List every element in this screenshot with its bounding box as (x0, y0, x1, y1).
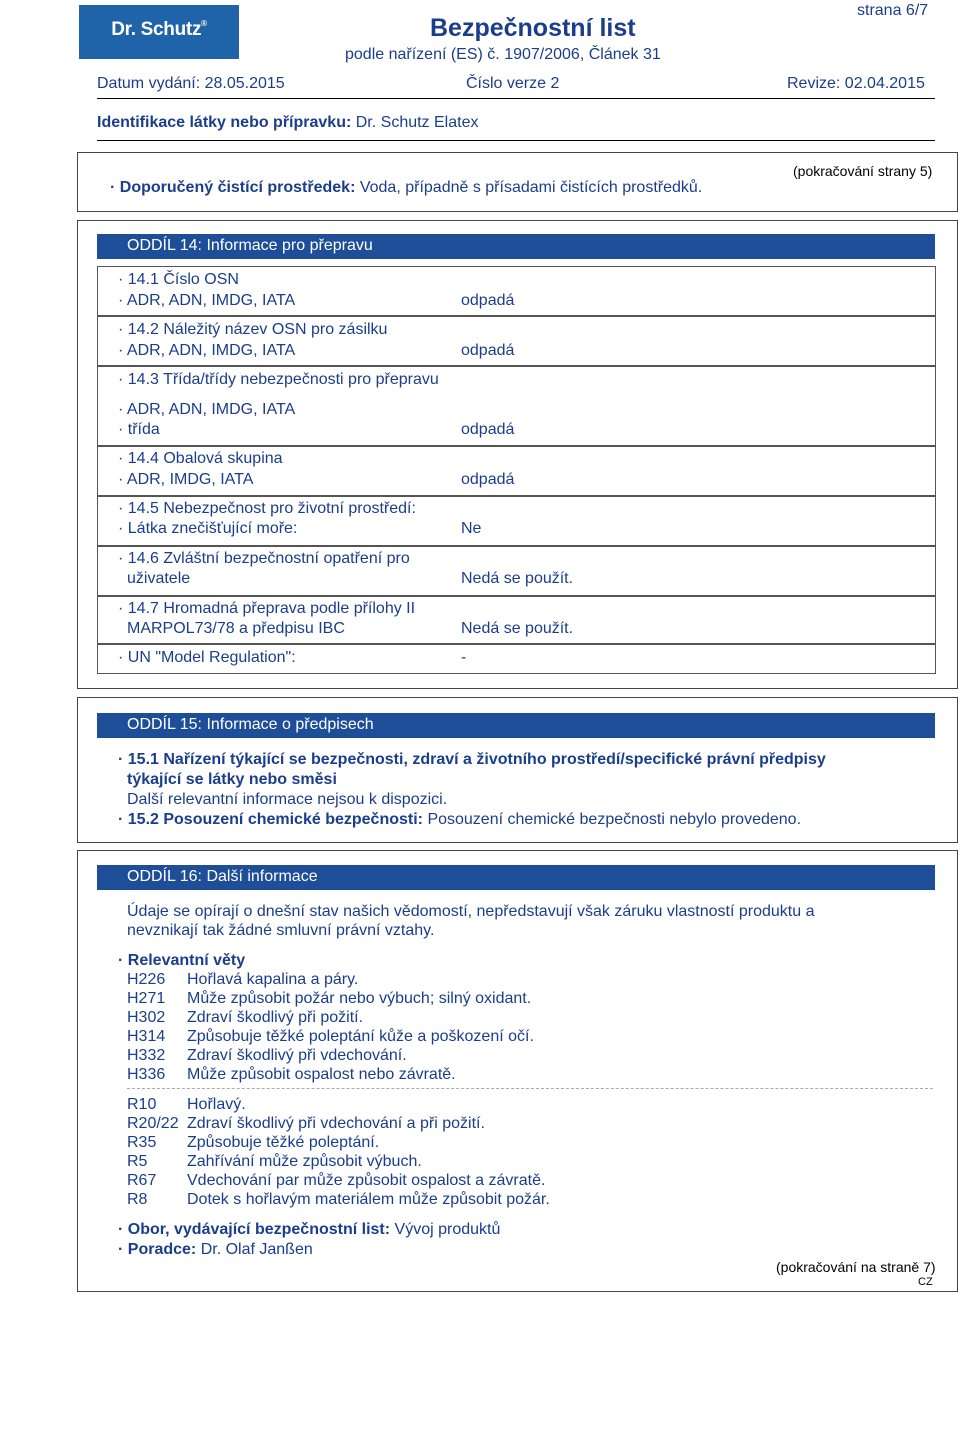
shipping-name-label: · ADR, ADN, IMDG, IATA (118, 342, 296, 359)
packing-group-label: · ADR, IMDG, IATA (118, 471, 254, 488)
h-phrase-code: H271 (127, 990, 166, 1007)
continuation-top: (pokračování strany 5) (793, 163, 933, 179)
h-phrase-text: Zdraví škodlivý při požití. (187, 1009, 364, 1026)
r-phrase-code: R8 (127, 1191, 148, 1208)
issuer-label: · Obor, vydávající bezpečnostní list: (118, 1221, 391, 1238)
r-phrase-text: Zahřívání může způsobit výbuch. (187, 1153, 422, 1170)
hazard-class-sublabel: · třída (118, 421, 160, 438)
h-phrase-code: H336 (127, 1066, 166, 1083)
regulation-title-line1: · 15.1 Nařízení týkající se bezpečnosti, zdraví a životního prostředí/specifické právní předpisy (118, 751, 826, 768)
r-phrase-text: Způsobuje těžké poleptání. (187, 1134, 380, 1151)
un-model-regulation-value: - (461, 649, 467, 666)
revision-date: Revize: 02.04.2015 (787, 75, 925, 92)
packing-group-title: · 14.4 Obalová skupina (118, 450, 283, 467)
bulk-transport-label: MARPOL73/78 a předpisu IBC (127, 620, 345, 637)
hazard-class-title: · 14.3 Třída/třídy nebezpečnosti pro přepravu (118, 371, 439, 388)
header-divider-2 (97, 140, 935, 141)
un-number-value: odpadá (461, 292, 515, 309)
r-phrase-text: Zdraví škodlivý při vdechování a při požití. (187, 1115, 485, 1132)
special-precautions-value: Nedá se použít. (461, 570, 574, 587)
advisor (118, 1241, 313, 1259)
r-phrase-code: R35 (127, 1134, 157, 1151)
advisor-value: Dr. Olaf Janßen (200, 1241, 313, 1258)
header-divider (97, 98, 935, 99)
phrase-divider (127, 1088, 933, 1089)
intro-line-1: Údaje se opírají o dnešní stav našich vědomostí, nepředstavují však záruku vlastností produktu a (127, 903, 815, 920)
issuer-value: Vývoj produktů (394, 1221, 501, 1238)
company-logo: Dr. Schutz® (79, 5, 239, 59)
document-title: Bezpečnostní list (430, 14, 636, 42)
relevant-phrases-title: · Relevantní věty (118, 952, 246, 969)
h-phrase-text: Způsobuje těžké poleptání kůže a poškození očí. (187, 1028, 534, 1045)
bulk-transport-title: · 14.7 Hromadná přeprava podle přílohy II (118, 600, 416, 617)
product-identification (97, 114, 478, 132)
packing-group-value: odpadá (461, 471, 515, 488)
hazard-class-value: odpadá (461, 421, 515, 438)
r-phrase-text: Vdechování par může způsobit ospalost a závratě. (187, 1172, 546, 1189)
section-15-header (97, 713, 935, 738)
h-phrase-code: H332 (127, 1047, 166, 1064)
version-number: Číslo verze 2 (466, 75, 560, 92)
h-phrase-text: Může způsobit požár nebo výbuch; silný oxidant. (187, 990, 532, 1007)
regulation-title-line2: týkající se látky nebo směsi (127, 771, 337, 788)
chemical-safety-assessment (118, 811, 801, 829)
h-phrase-code: H226 (127, 971, 166, 988)
section-15-title: ODDÍL 15: Informace o předpisech (127, 716, 374, 733)
chemical-safety-label: · 15.2 Posouzení chemické bezpečnosti: (118, 811, 423, 828)
h-phrase-text: Hořlavá kapalina a páry. (187, 971, 359, 988)
issuer (118, 1221, 500, 1239)
special-precautions-label: uživatele (127, 570, 191, 587)
un-number-title: · 14.1 Číslo OSN (118, 271, 239, 288)
bulk-transport-value: Nedá se použít. (461, 620, 574, 637)
r-phrase-code: R67 (127, 1172, 157, 1189)
env-hazard-label: · Látka znečišťující moře: (118, 520, 298, 537)
chemical-safety-text: Posouzení chemické bezpečnosti nebylo provedeno. (427, 811, 802, 828)
r-phrase-code: R5 (127, 1153, 148, 1170)
env-hazard-title: · 14.5 Nebezpečnost pro životní prostředí: (118, 500, 416, 517)
identification-label: Identifikace látky nebo přípravku: (97, 114, 352, 131)
document-subtitle: podle nařízení (ES) č. 1907/2006, Článek 31 (345, 46, 661, 63)
section-14-header (97, 234, 935, 259)
section-14-title: ODDÍL 14: Informace pro přepravu (127, 237, 373, 254)
r-phrase-code: R10 (127, 1096, 157, 1113)
identification-value: Dr. Schutz Elatex (355, 114, 479, 131)
intro-line-2: nevznikají tak žádné smluvní právní vztahy. (127, 922, 435, 939)
cleaning-value: Voda, případně s přísadami čistících prostředků. (359, 179, 703, 196)
r-phrase-text: Dotek s hořlavým materiálem může způsobit požár. (187, 1191, 550, 1208)
r-phrase-code: R20/22 (127, 1115, 179, 1132)
issue-date: Datum vydání: 28.05.2015 (97, 75, 285, 92)
regulation-text: Další relevantní informace nejsou k dispozici. (127, 791, 448, 808)
special-precautions-title: · 14.6 Zvláštní bezpečnostní opatření pro (118, 550, 410, 567)
language-code: CZ (918, 1276, 933, 1288)
page-number: strana 6/7 (857, 2, 929, 19)
h-phrase-code: H302 (127, 1009, 166, 1026)
un-number-label: · ADR, ADN, IMDG, IATA (118, 292, 296, 309)
h-phrase-code: H314 (127, 1028, 166, 1045)
h-phrase-text: Zdraví škodlivý při vdechování. (187, 1047, 407, 1064)
shipping-name-title: · 14.2 Náležitý název OSN pro zásilku (118, 321, 388, 338)
un-model-regulation-label: · UN "Model Regulation": (118, 649, 296, 666)
section-16-header (97, 865, 935, 890)
env-hazard-value: Ne (461, 520, 482, 537)
h-phrase-text: Může způsobit ospalost nebo závratě. (187, 1066, 456, 1083)
advisor-label: · Poradce: (118, 1241, 197, 1258)
hazard-class-label: · ADR, ADN, IMDG, IATA (118, 401, 296, 418)
cleaning-label: · Doporučený čistící prostředek: (110, 179, 356, 196)
continuation-bottom: (pokračování na straně 7) (776, 1259, 936, 1275)
r-phrase-text: Hořlavý. (187, 1096, 246, 1113)
cleaning-agent (110, 179, 702, 197)
shipping-name-value: odpadá (461, 342, 515, 359)
section-16-title: ODDÍL 16: Další informace (127, 868, 318, 885)
